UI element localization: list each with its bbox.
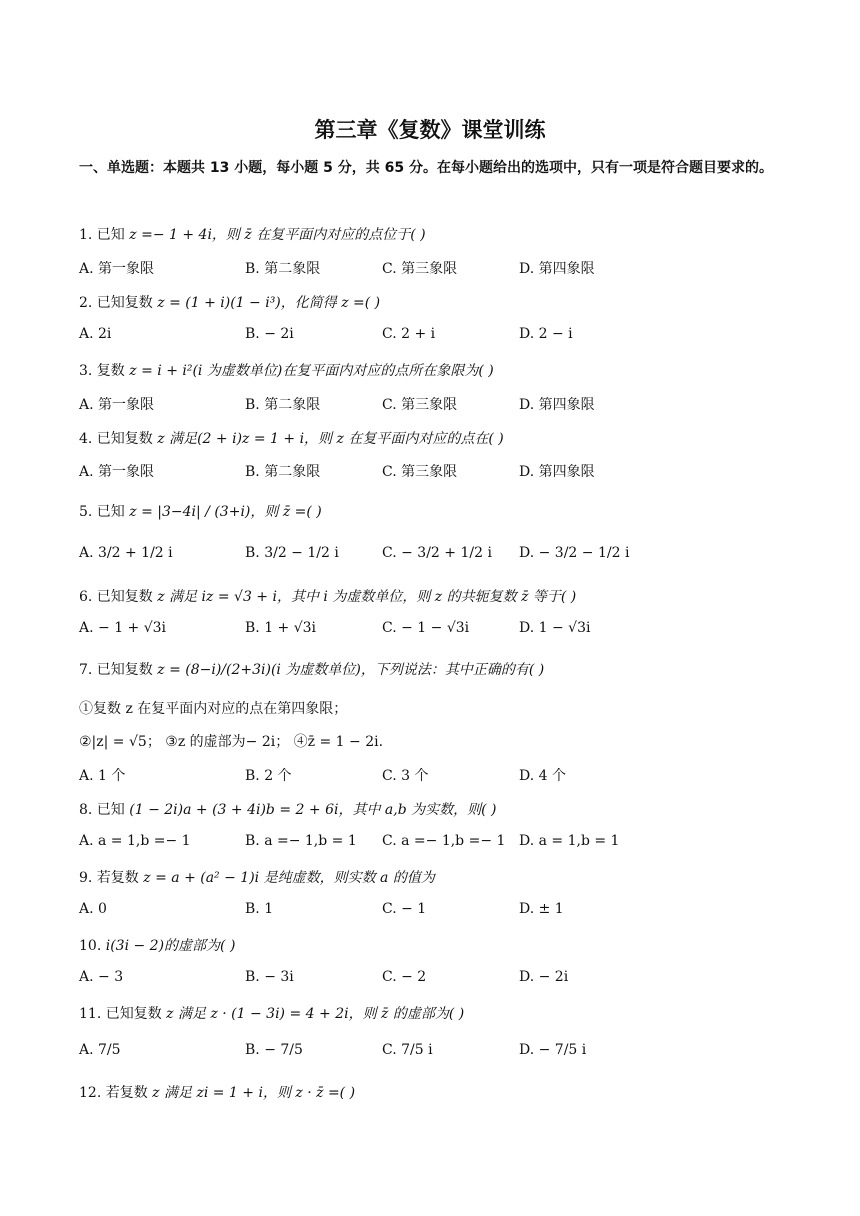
q5-option-c: C. − 3/2 + 1/2 i (382, 545, 492, 561)
question-8: 8. 已知 (1 − 2i)a + (3 + 4i)b = 2 + 6i，其中 a,b 为实数，则( ) (79, 802, 497, 818)
q10-option-b: B. − 3i (245, 969, 294, 985)
question-4: 4. 已知复数 z 满足(2 + i)z = 1 + i，则 z 在复平面内对应的点在( ) (79, 431, 504, 447)
question-3: 3. 复数 z = i + i²(i 为虚数单位)在复平面内对应的点所在象限为( ) (79, 363, 494, 379)
question-10: 10. i(3i − 2)的虚部为( ) (79, 938, 236, 954)
q6-option-b: B. 1 + √3i (245, 620, 317, 636)
question-9: 9. 若复数 z = a + (a² − 1)i 是纯虚数，则实数 a 的值为 (79, 870, 435, 886)
q4-option-c: C. 第三象限 (382, 464, 458, 480)
q3-option-a: A. 第一象限 (79, 397, 155, 413)
q10-option-c: C. − 2 (382, 969, 427, 985)
q11-option-d: D. − 7/5 i (519, 1042, 587, 1058)
question-12: 12. 若复数 z 满足 zi = 1 + i，则 z · z̄ =( ) (79, 1085, 356, 1101)
question-1: 1. 已知 z =− 1 + 4i，则 z̄ 在复平面内对应的点位于( ) (79, 227, 426, 243)
q2-option-c: C. 2 + i (382, 326, 436, 342)
q11-option-a: A. 7/5 (79, 1042, 121, 1058)
q6-option-a: A. − 1 + √3i (79, 620, 167, 636)
q1-option-a: A. 第一象限 (79, 261, 155, 277)
q7-option-c: C. 3 个 (382, 768, 429, 784)
q4-option-d: D. 第四象限 (519, 464, 595, 480)
q5-option-d: D. − 3/2 − 1/2 i (519, 545, 630, 561)
question-2: 2. 已知复数 z = (1 + i)(1 − i³)，化简得 z =( ) (79, 295, 381, 311)
q9-option-c: C. − 1 (382, 901, 427, 917)
q3-option-c: C. 第三象限 (382, 397, 458, 413)
q7-option-d: D. 4 个 (519, 768, 566, 784)
q9-option-d: D. ± 1 (519, 901, 564, 917)
q11-option-b: B. − 7/5 (245, 1042, 303, 1058)
page-title: 第三章《复数》课堂训练 (314, 118, 546, 142)
q1-option-d: D. 第四象限 (519, 261, 595, 277)
q5-option-a: A. 3/2 + 1/2 i (79, 545, 173, 561)
question-7: 7. 已知复数 z = (8−i)/(2+3i)(i 为虚数单位)，下列说法：其中正确的有( ) (79, 662, 545, 678)
q8-option-b: B. a =− 1,b = 1 (245, 833, 357, 849)
section-instruction: 一、单选题：本题共 13 小题，每小题 5 分，共 65 分。在每小题给出的选项中，只有一项是符合题目要求的。 (79, 160, 773, 176)
q3-option-d: D. 第四象限 (519, 397, 595, 413)
q11-option-c: C. 7/5 i (382, 1042, 433, 1058)
q8-option-a: A. a = 1,b =− 1 (79, 833, 191, 849)
q1-option-c: C. 第三象限 (382, 261, 458, 277)
q10-option-a: A. − 3 (79, 969, 124, 985)
q6-option-d: D. 1 − √3i (519, 620, 591, 636)
q9-option-a: A. 0 (79, 901, 107, 917)
q4-option-a: A. 第一象限 (79, 464, 155, 480)
q1-option-b: B. 第二象限 (245, 261, 321, 277)
q2-option-a: A. 2i (79, 326, 112, 342)
q7-statement-1: ①复数 z 在复平面内对应的点在第四象限； (79, 701, 348, 717)
q7-option-b: B. 2 个 (245, 768, 292, 784)
q6-option-c: C. − 1 − √3i (382, 620, 470, 636)
q2-option-d: D. 2 − i (519, 326, 573, 342)
question-11: 11. 已知复数 z 满足 z · (1 − 3i) = 4 + 2i，则 z̄ 的虚部为( ) (79, 1006, 465, 1022)
q10-option-d: D. − 2i (519, 969, 569, 985)
question-5: 5. 已知 z = |3−4i| / (3+i)，则 z̄ =( ) (79, 504, 322, 520)
q9-option-b: B. 1 (245, 901, 274, 917)
q8-option-d: D. a = 1,b = 1 (519, 833, 620, 849)
q8-option-c: C. a =− 1,b =− 1 (382, 833, 506, 849)
question-6: 6. 已知复数 z 满足 iz = √3 + i，其中 i 为虚数单位，则 z 的共轭复数 z̄ 等于( ) (79, 589, 577, 605)
q4-option-b: B. 第二象限 (245, 464, 321, 480)
q3-option-b: B. 第二象限 (245, 397, 321, 413)
q7-statement-2: ②|z| = √5； ③z 的虚部为− 2i； ④z̄ = 1 − 2i. (79, 734, 384, 750)
q2-option-b: B. − 2i (245, 326, 294, 342)
q7-option-a: A. 1 个 (79, 768, 126, 784)
q5-option-b: B. 3/2 − 1/2 i (245, 545, 339, 561)
